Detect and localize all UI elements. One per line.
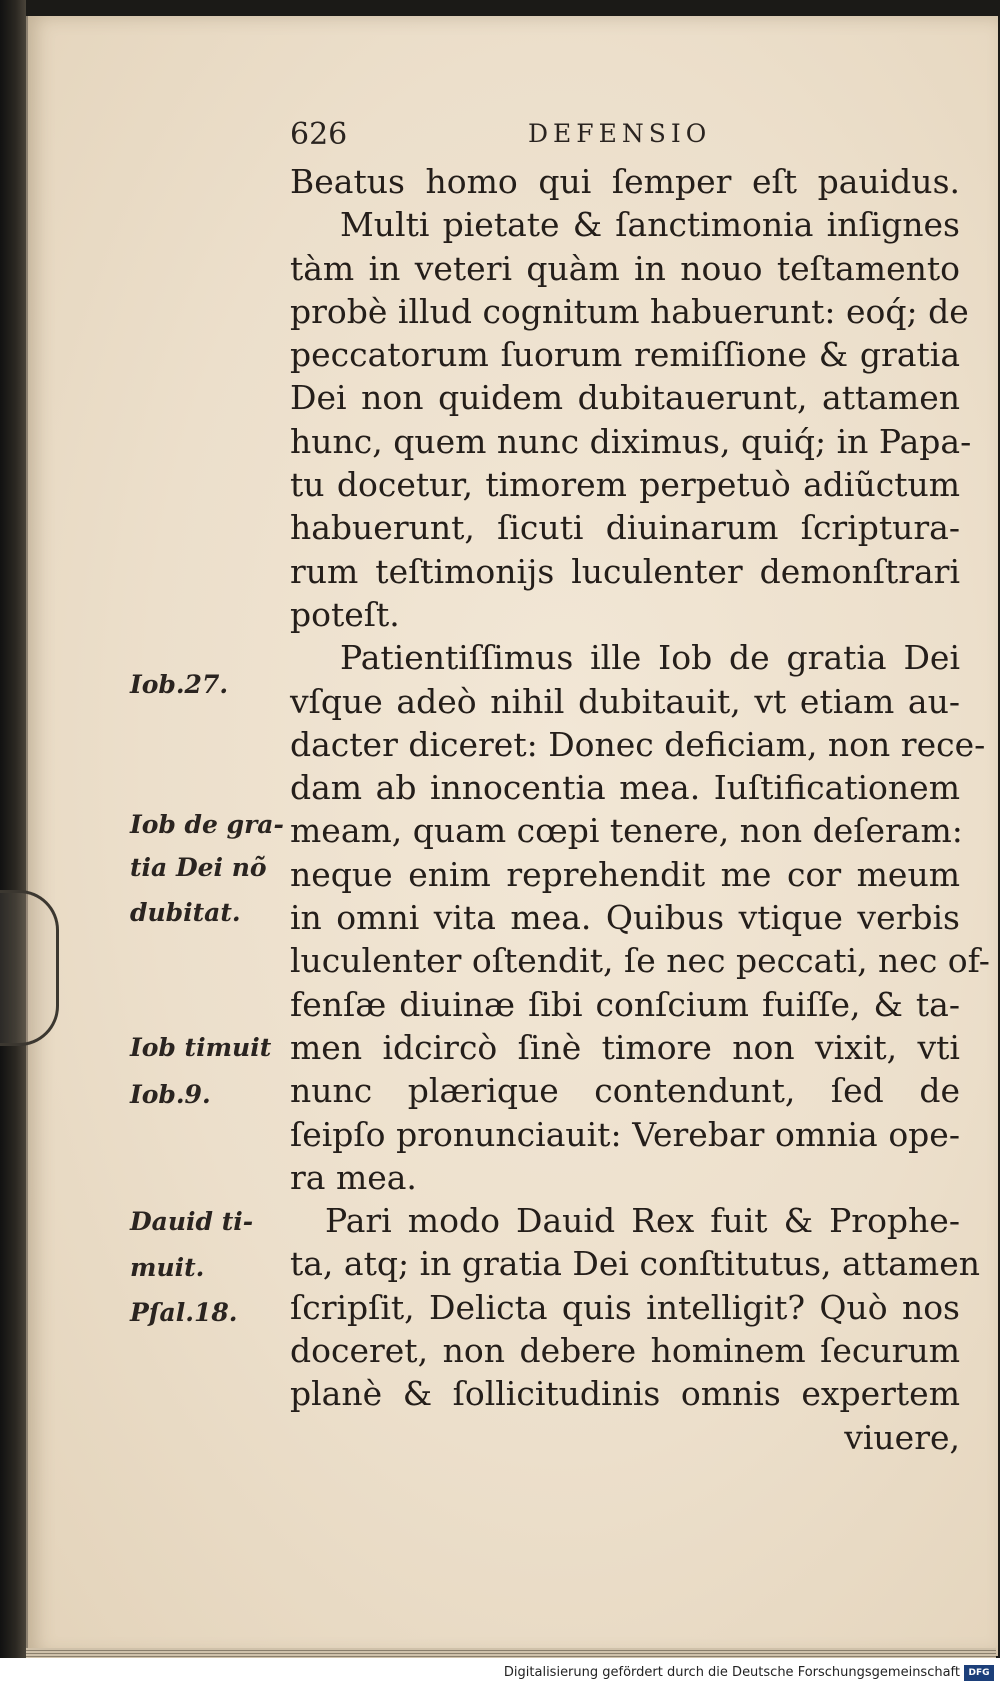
text-line: viuere, — [844, 1417, 960, 1457]
marginal-note: muit. — [130, 1253, 205, 1282]
text-line: luculenter oſtendit, ſe nec peccati, nec of- — [290, 941, 990, 981]
marginal-note: Iob.27. — [130, 670, 229, 699]
marginal-note: Pſal.18. — [130, 1298, 238, 1327]
text-line: dacter diceret: Donec deficiam, non rece- — [290, 724, 986, 764]
text-line: nunc plærique contendunt, ſed de — [290, 1071, 960, 1111]
text-line: dam ab innocentia mea. Iuſtificationem — [290, 768, 960, 808]
marginal-note: Dauid ti- — [130, 1207, 254, 1236]
text-line: tàm in veteri quàm in nouo teſtamento — [290, 248, 960, 288]
page-edges — [26, 1648, 996, 1658]
running-title: DEFENSIO — [528, 119, 712, 148]
text-line: doceret, non debere hominem ſecurum — [290, 1331, 960, 1371]
text-line: vſque adeò nihil dubitauit, vt etiam au- — [290, 681, 960, 721]
text-line: ra mea. — [290, 1157, 417, 1197]
marginal-note: Iob de gra- — [130, 810, 284, 839]
text-line: habuerunt, ſicuti diuinarum ſcriptura- — [290, 508, 960, 548]
text-line: rum teſtimonijs luculenter demonſtrari — [290, 551, 960, 591]
text-line: Beatus homo qui ſemper eſt pauidus. — [290, 162, 960, 201]
marginal-note: Iob timuit — [130, 1033, 272, 1062]
book-clasp — [0, 890, 59, 1046]
text-line: Pari modo Dauid Rex fuit & Prophe- — [325, 1201, 960, 1241]
marginal-note: Iob.9. — [130, 1080, 211, 1109]
footer-bar — [0, 1658, 1000, 1690]
text-line: poteſt. — [290, 594, 400, 634]
text-line: neque enim reprehendit me cor meum — [290, 854, 960, 894]
text-line: in omni vita mea. Quibus vtique verbis — [290, 898, 960, 938]
text-line: peccatorum ſuorum remiſſione & gratia — [290, 335, 960, 375]
text-line: ſeipſo pronunciauit: Verebar omnia ope- — [290, 1114, 960, 1154]
text-line: Patientiſſimus ille Iob de gratia Dei — [340, 638, 960, 678]
book-edge — [0, 0, 26, 1690]
text-line: ta, atq; in gratia Dei conſtitutus, attamen — [290, 1244, 980, 1284]
text-line: ſcripſit, Delicta quis intelligit? Quò nos — [290, 1287, 960, 1327]
footer-credit: Digitalisierung gefördert durch die Deutsche Forschungsgemeinschaft — [503, 1665, 960, 1680]
dfg-logo: DFG — [964, 1665, 994, 1681]
marginal-note: tia Dei nõ — [130, 853, 267, 882]
text-line: Dei non quidem dubitauerunt, attamen — [290, 378, 960, 418]
text-line: meam, quam cœpi tenere, non deſeram: — [290, 811, 963, 851]
text-line: planè & ſollicitudinis omnis expertem — [290, 1374, 960, 1414]
text-line: hunc, quem nunc diximus, quiq́; in Papa- — [290, 421, 972, 461]
text-line: fenſæ diuinæ ſibi conſcium fuiſſe, & ta- — [290, 984, 960, 1024]
text-line: men idcircò ſinè timore non vixit, vti — [290, 1027, 960, 1067]
marginal-note: dubitat. — [130, 898, 241, 927]
body-text — [290, 160, 990, 1459]
text-line: tu docetur, timorem perpetuò adiũctum — [290, 465, 960, 505]
page-number: 626 — [290, 117, 348, 152]
running-head — [290, 117, 960, 157]
text-line: Multi pietate & ſanctimonia inſignes — [340, 205, 960, 245]
text-line: probè illud cognitum habuerunt: eoq́; de — [290, 291, 969, 331]
